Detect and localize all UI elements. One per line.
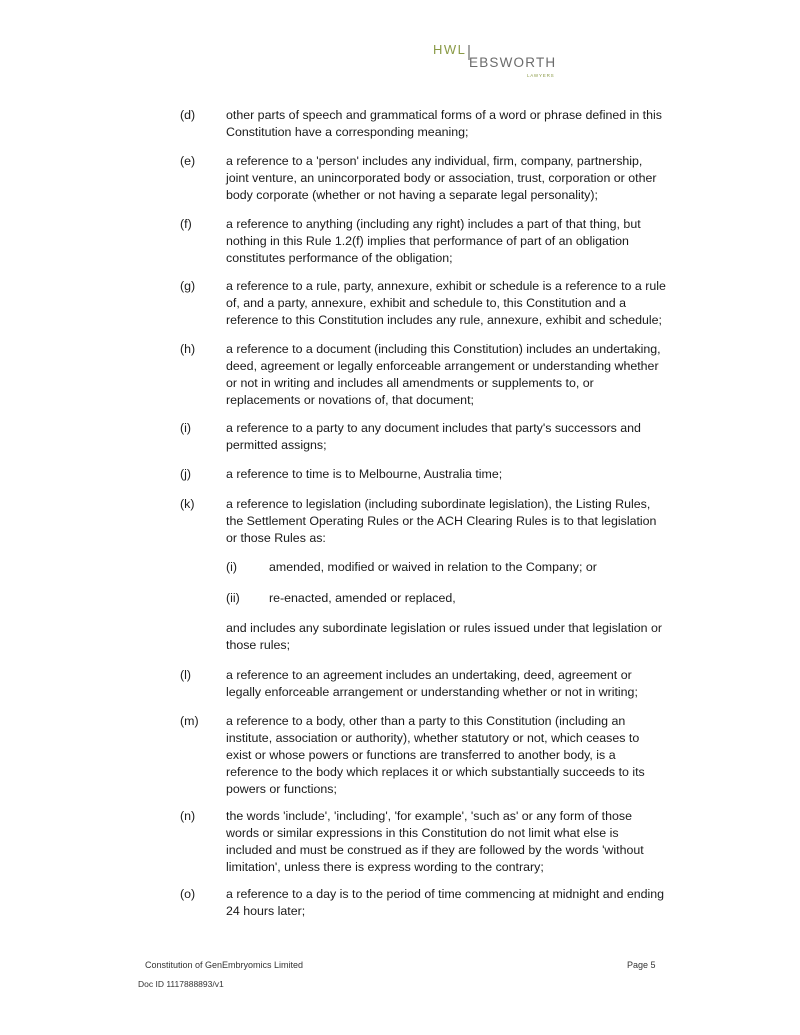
footer-document-title: Constitution of GenEmbryomics Limited <box>145 960 304 970</box>
clause-label: (o) <box>180 887 196 901</box>
footer-doc-id: Doc ID 1117888893/v1 <box>138 979 224 989</box>
clause-label: (m) <box>180 714 199 728</box>
clause-text: a reference to a party to any document includes that party's successors and permitted assigns; <box>226 421 641 452</box>
hwl-ebsworth-logo <box>433 38 563 80</box>
clause-label: (k) <box>180 497 195 511</box>
clause-text: a reference to a body, other than a party to this Constitution (including an institute, association or authority), whether statutory or not, which ceases to exist or whose powers or functions are transferred to another body, is a reference to the body which replaces it or which substantially succeeds to its powers or functions; <box>226 714 645 796</box>
clause-text: a reference to an agreement includes an undertaking, deed, agreement or legally enforceable arrangement or understanding whether or not in writing; <box>226 668 638 699</box>
logo-ebsworth-text: EBSWORTH <box>469 55 557 70</box>
clause-text: the words 'include', 'including', 'for example', 'such as' or any form of those words or similar expressions in this Constitution do not limit what else is included and must be construed as if they are followed by the words 'without limitation', unless there is express wording to the contrary; <box>226 809 644 874</box>
footer-page-number: Page 5 <box>627 960 656 970</box>
clause-text: a reference to a 'person' includes any individual, firm, company, partnership, joint venture, an unincorporated body or association, trust, corporation or other body corporate (whether or not having a separate legal personality); <box>226 154 657 202</box>
clause-label: (n) <box>180 809 196 823</box>
clause-text: a reference to a rule, party, annexure, exhibit or schedule is a reference to a rule of, and a party, annexure, exhibit and schedule to, this Constitution and a reference to this Constitution includes any rule, annexure, exhibit and schedule; <box>226 279 666 327</box>
subclause-text: amended, modified or waived in relation to the Company; or <box>269 560 597 574</box>
clause-label: (j) <box>180 467 192 481</box>
subclause-text: re-enacted, amended or replaced, <box>269 591 456 605</box>
logo-hwl-text: HWL <box>433 42 467 57</box>
clause-label: (e) <box>180 154 196 168</box>
clause-text: a reference to a document (including this Constitution) includes an undertaking, deed, agreement or legally enforceable arrangement or understanding whether or not in writing and includes all amendments or supplements to, or replacements or novations of, that document; <box>226 342 661 407</box>
clause-label: (d) <box>180 108 196 122</box>
clause-text: a reference to legislation (including subordinate legislation), the Listing Rules, the Settlement Operating Rules or the ACH Clearing Rules is to that legislation or those Rules as: <box>226 497 657 545</box>
clause-k-continuation: and includes any subordinate legislation or rules issued under that legislation or those rules; <box>226 621 663 652</box>
subclause-label: (ii) <box>226 591 240 605</box>
clause-label: (g) <box>180 279 196 293</box>
logo-tagline-text: LAWYERS <box>527 73 555 78</box>
clause-label: (h) <box>180 342 196 356</box>
clause-text: a reference to time is to Melbourne, Australia time; <box>226 467 503 481</box>
clause-label: (l) <box>180 668 192 682</box>
clause-text: a reference to anything (including any right) includes a part of that thing, but nothing in this Rule 1.2(f) implies that performance of part of an obligation constitutes performance of the obligation; <box>226 217 641 265</box>
clause-label: (i) <box>180 421 192 435</box>
logo-graphic <box>433 38 563 80</box>
clause-text: a reference to a day is to the period of time commencing at midnight and ending 24 hours later; <box>226 887 665 918</box>
clause-text: other parts of speech and grammatical forms of a word or phrase defined in this Constitution have a corresponding meaning; <box>226 108 662 139</box>
clause-label: (f) <box>180 217 192 231</box>
subclause-label: (i) <box>226 560 238 574</box>
